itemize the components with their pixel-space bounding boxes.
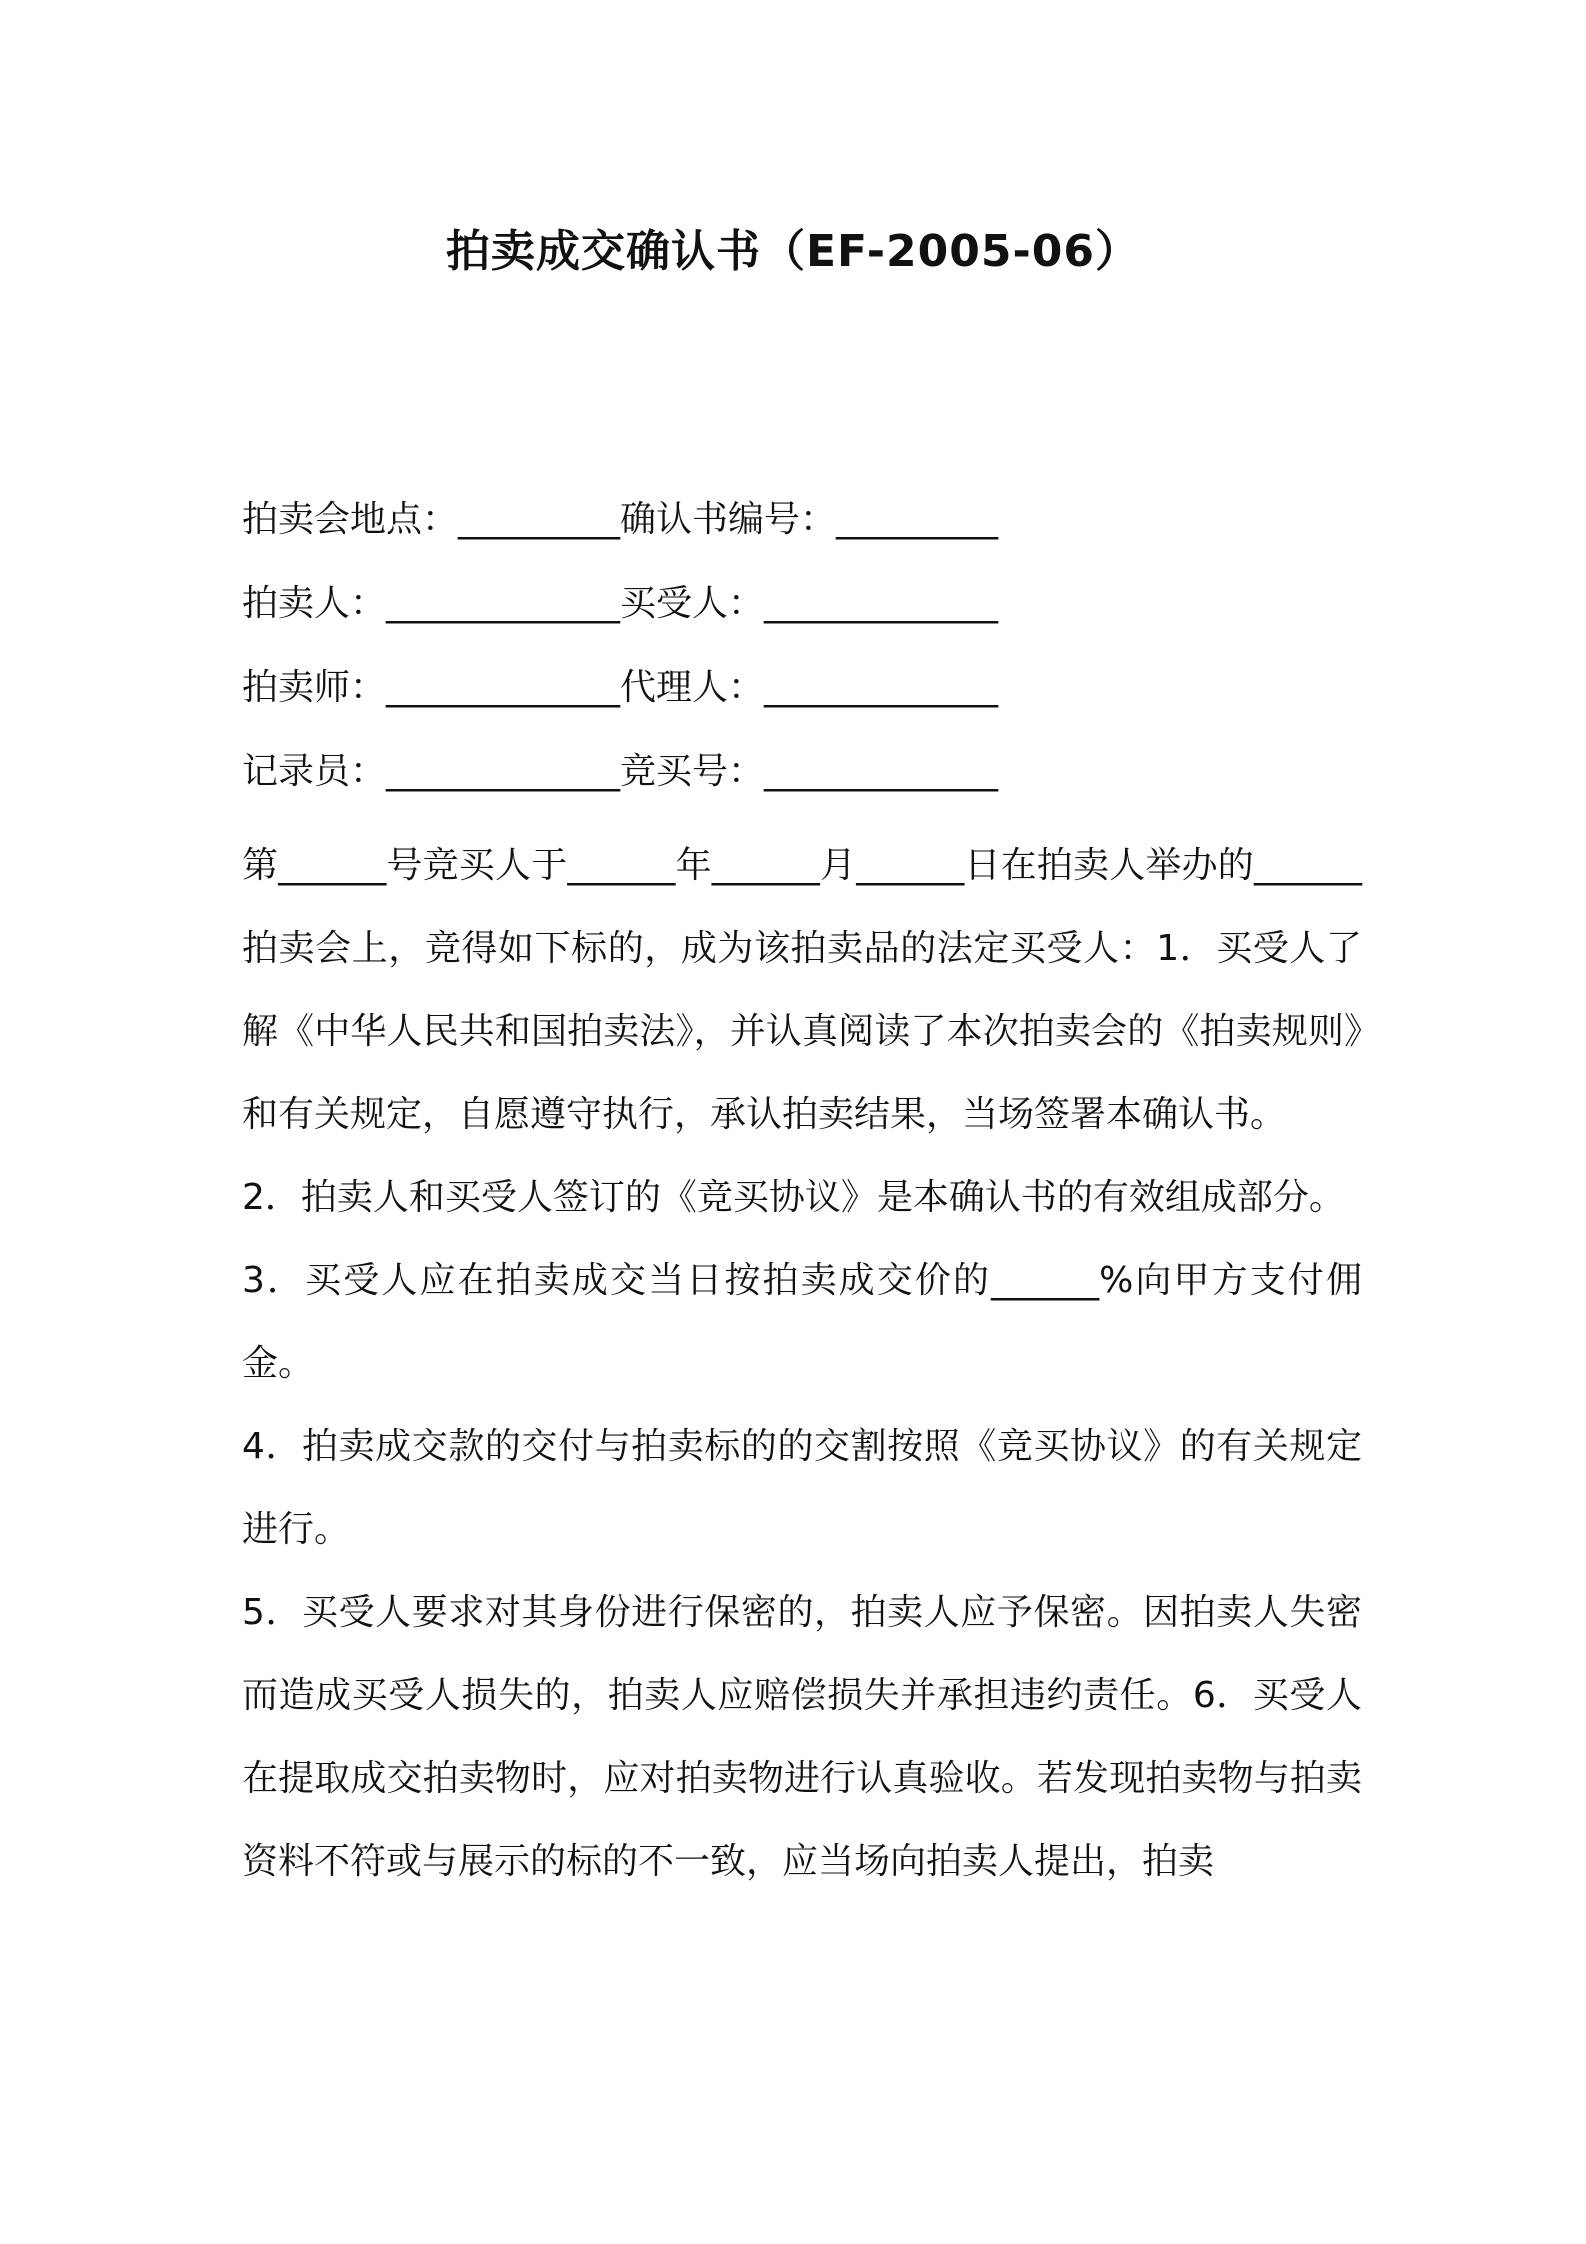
field-row-venue — [242, 488, 1362, 572]
field-recorder: 记录员：_____________ — [242, 751, 621, 792]
field-bid-number: 竞买号：_____________ — [620, 751, 999, 792]
paragraph-clause-4: 4．拍卖成交款的交付与拍卖标的的交割按照《竞买协议》的有关规定进行。 — [242, 1426, 1362, 1550]
field-row-staff — [242, 656, 1362, 740]
paragraph-clause-2: 2．拍卖人和买受人签订的《竞买协议》是本确认书的有效组成部分。 — [242, 1177, 1345, 1218]
paragraph-clause-3: 3．买受人应在拍卖成交当日按拍卖成交价的______%向甲方支付佣金。 — [242, 1260, 1362, 1384]
paragraph-clause-5-6: 5．买受人要求对其身份进行保密的，拍卖人应予保密。因拍卖人失密而造成买受人损失的，拍卖人应赔偿损失并承担违约责任。6．买受人在提取成交拍卖物时，应对拍卖物进行认真验收。若发现拍卖物与拍卖资料不符或与展示的标的不一致，应当场向拍卖人提出，拍卖 — [242, 1592, 1362, 1882]
document-body — [242, 488, 1362, 1903]
field-auction-venue: 拍卖会地点：_________ — [242, 499, 621, 540]
field-agent: 代理人：_____________ — [620, 667, 999, 708]
field-row-parties — [242, 572, 1362, 656]
document-title: 拍卖成交确认书（EF-2005-06） — [446, 226, 1140, 277]
field-buyer: 买受人：_____________ — [620, 583, 999, 624]
paragraph-intro-clause-1: 第______号竞买人于______年______月______日在拍卖人举办的______拍卖会上，竞得如下标的，成为该拍卖品的法定买受人：1．买受人了解《中华人民共和国拍卖法》，并认真阅读了本次拍卖会的《拍卖规则》和有关规定，自愿遵守执行，承认拍卖结果，当场签署本确认书。 — [242, 845, 1362, 1135]
field-confirmation-number: 确认书编号：_________ — [620, 499, 999, 540]
field-row-record — [242, 740, 1362, 824]
field-auctioneer: 拍卖师：_____________ — [242, 667, 621, 708]
field-auctioneer-company: 拍卖人：_____________ — [242, 583, 621, 624]
